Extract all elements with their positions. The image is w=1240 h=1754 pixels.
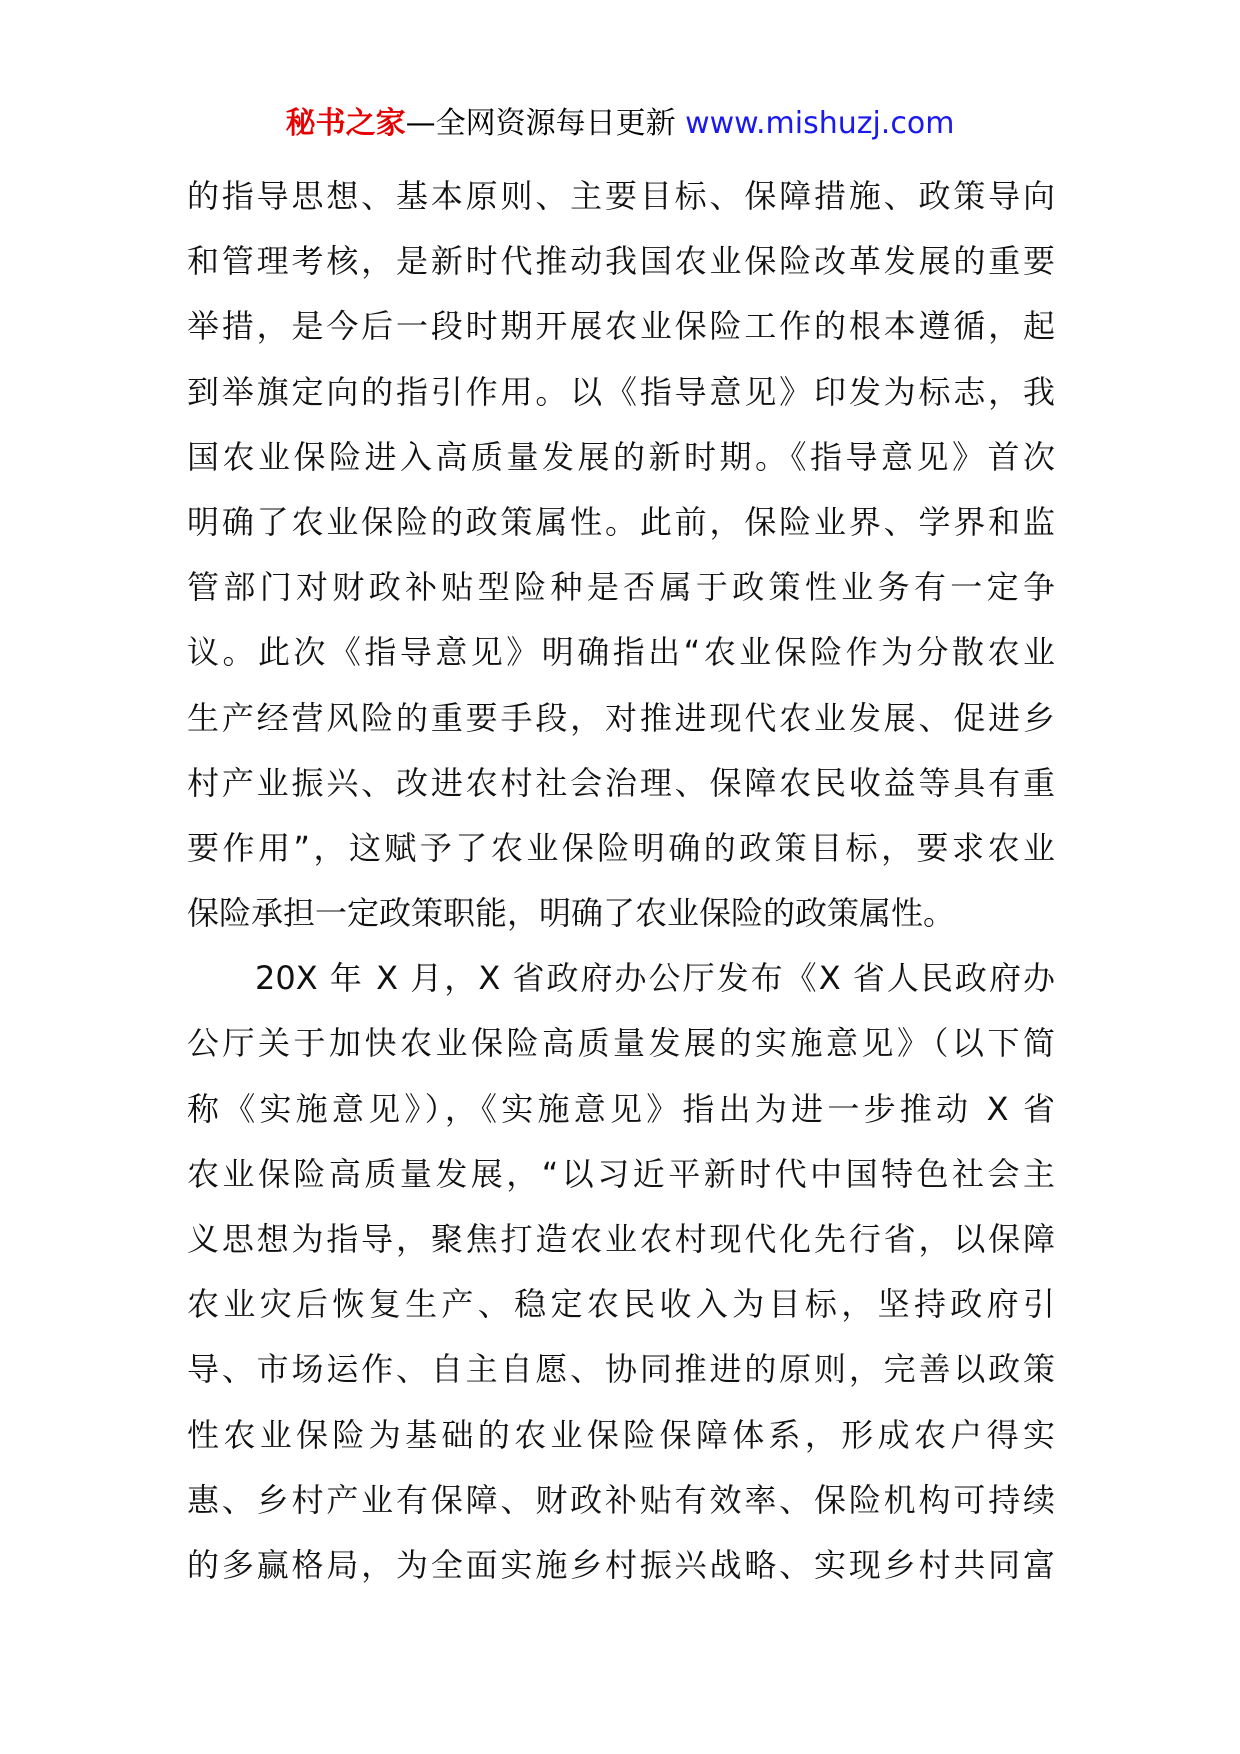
text-line: 义思想为指导，聚焦打造农业农村现代化先行省，以保障	[187, 1220, 1055, 1258]
site-url-link[interactable]: www.mishuzj.com	[675, 106, 955, 141]
text-line: 管部门对财政补贴型险种是否属于政策性业务有一定争	[187, 568, 1055, 607]
text-line: 村产业振兴、改进农村社会治理、保障农民收益等具有重	[187, 763, 1055, 802]
header-tagline: —全网资源每日更新	[405, 106, 676, 141]
text-line: 的多赢格局，为全面实施乡村振兴战略、实现乡村共同富	[187, 1545, 1055, 1584]
brand-name: 秘书之家	[285, 106, 406, 141]
page-header	[0, 98, 1240, 150]
text-line: 公厅关于加快农业保险高质量发展的实施意见》（以下简	[187, 1024, 1055, 1063]
text-line: 到举旗定向的指引作用。以《指导意见》印发为标志，我	[187, 372, 1055, 411]
text-line: 明确了农业保险的政策属性。此前，保险业界、学界和监	[187, 502, 1055, 541]
text-line: 农业灾后恢复生产、稳定农民收入为目标，坚持政府引	[187, 1285, 1055, 1324]
text-line: 惠、乡村产业有保障、财政补贴有效率、保险机构可持续	[187, 1480, 1055, 1519]
text-line: 性农业保险为基础的农业保险保障体系，形成农户得实	[187, 1415, 1055, 1454]
paragraph-2	[187, 946, 1055, 1598]
text-line: 要作用”，这赋予了农业保险明确的政策目标，要求农业	[187, 828, 1055, 867]
text-line: 的指导思想、基本原则、主要目标、保障措施、政策导向	[187, 177, 1055, 215]
text-line: 和管理考核，是新时代推动我国农业保险改革发展的重要	[187, 242, 1055, 281]
text-line: 保险承担一定政策职能，明确了农业保险的政策属性。	[187, 894, 956, 933]
text-line: 举措，是今后一段时期开展农业保险工作的根本遵循，起	[187, 307, 1055, 346]
document-body	[187, 164, 1055, 1598]
text-line: 议。此次《指导意见》明确指出“农业保险作为分散农业	[187, 633, 1055, 672]
text-line: 称《实施意见》），《实施意见》指出为进一步推动 X 省	[187, 1089, 1055, 1128]
text-line: 生产经营风险的重要手段，对推进现代农业发展、促进乡	[187, 698, 1055, 737]
text-line: 导、市场运作、自主自愿、协同推进的原则，完善以政策	[187, 1350, 1055, 1389]
text-line: 20X 年 X 月，X 省政府办公厅发布《X 省人民政府办	[187, 959, 1055, 998]
paragraph-1	[187, 164, 1055, 946]
text-line: 农业保险高质量发展，“以习近平新时代中国特色社会主	[187, 1154, 1055, 1193]
text-line: 国农业保险进入高质量发展的新时期。《指导意见》首次	[187, 437, 1055, 476]
